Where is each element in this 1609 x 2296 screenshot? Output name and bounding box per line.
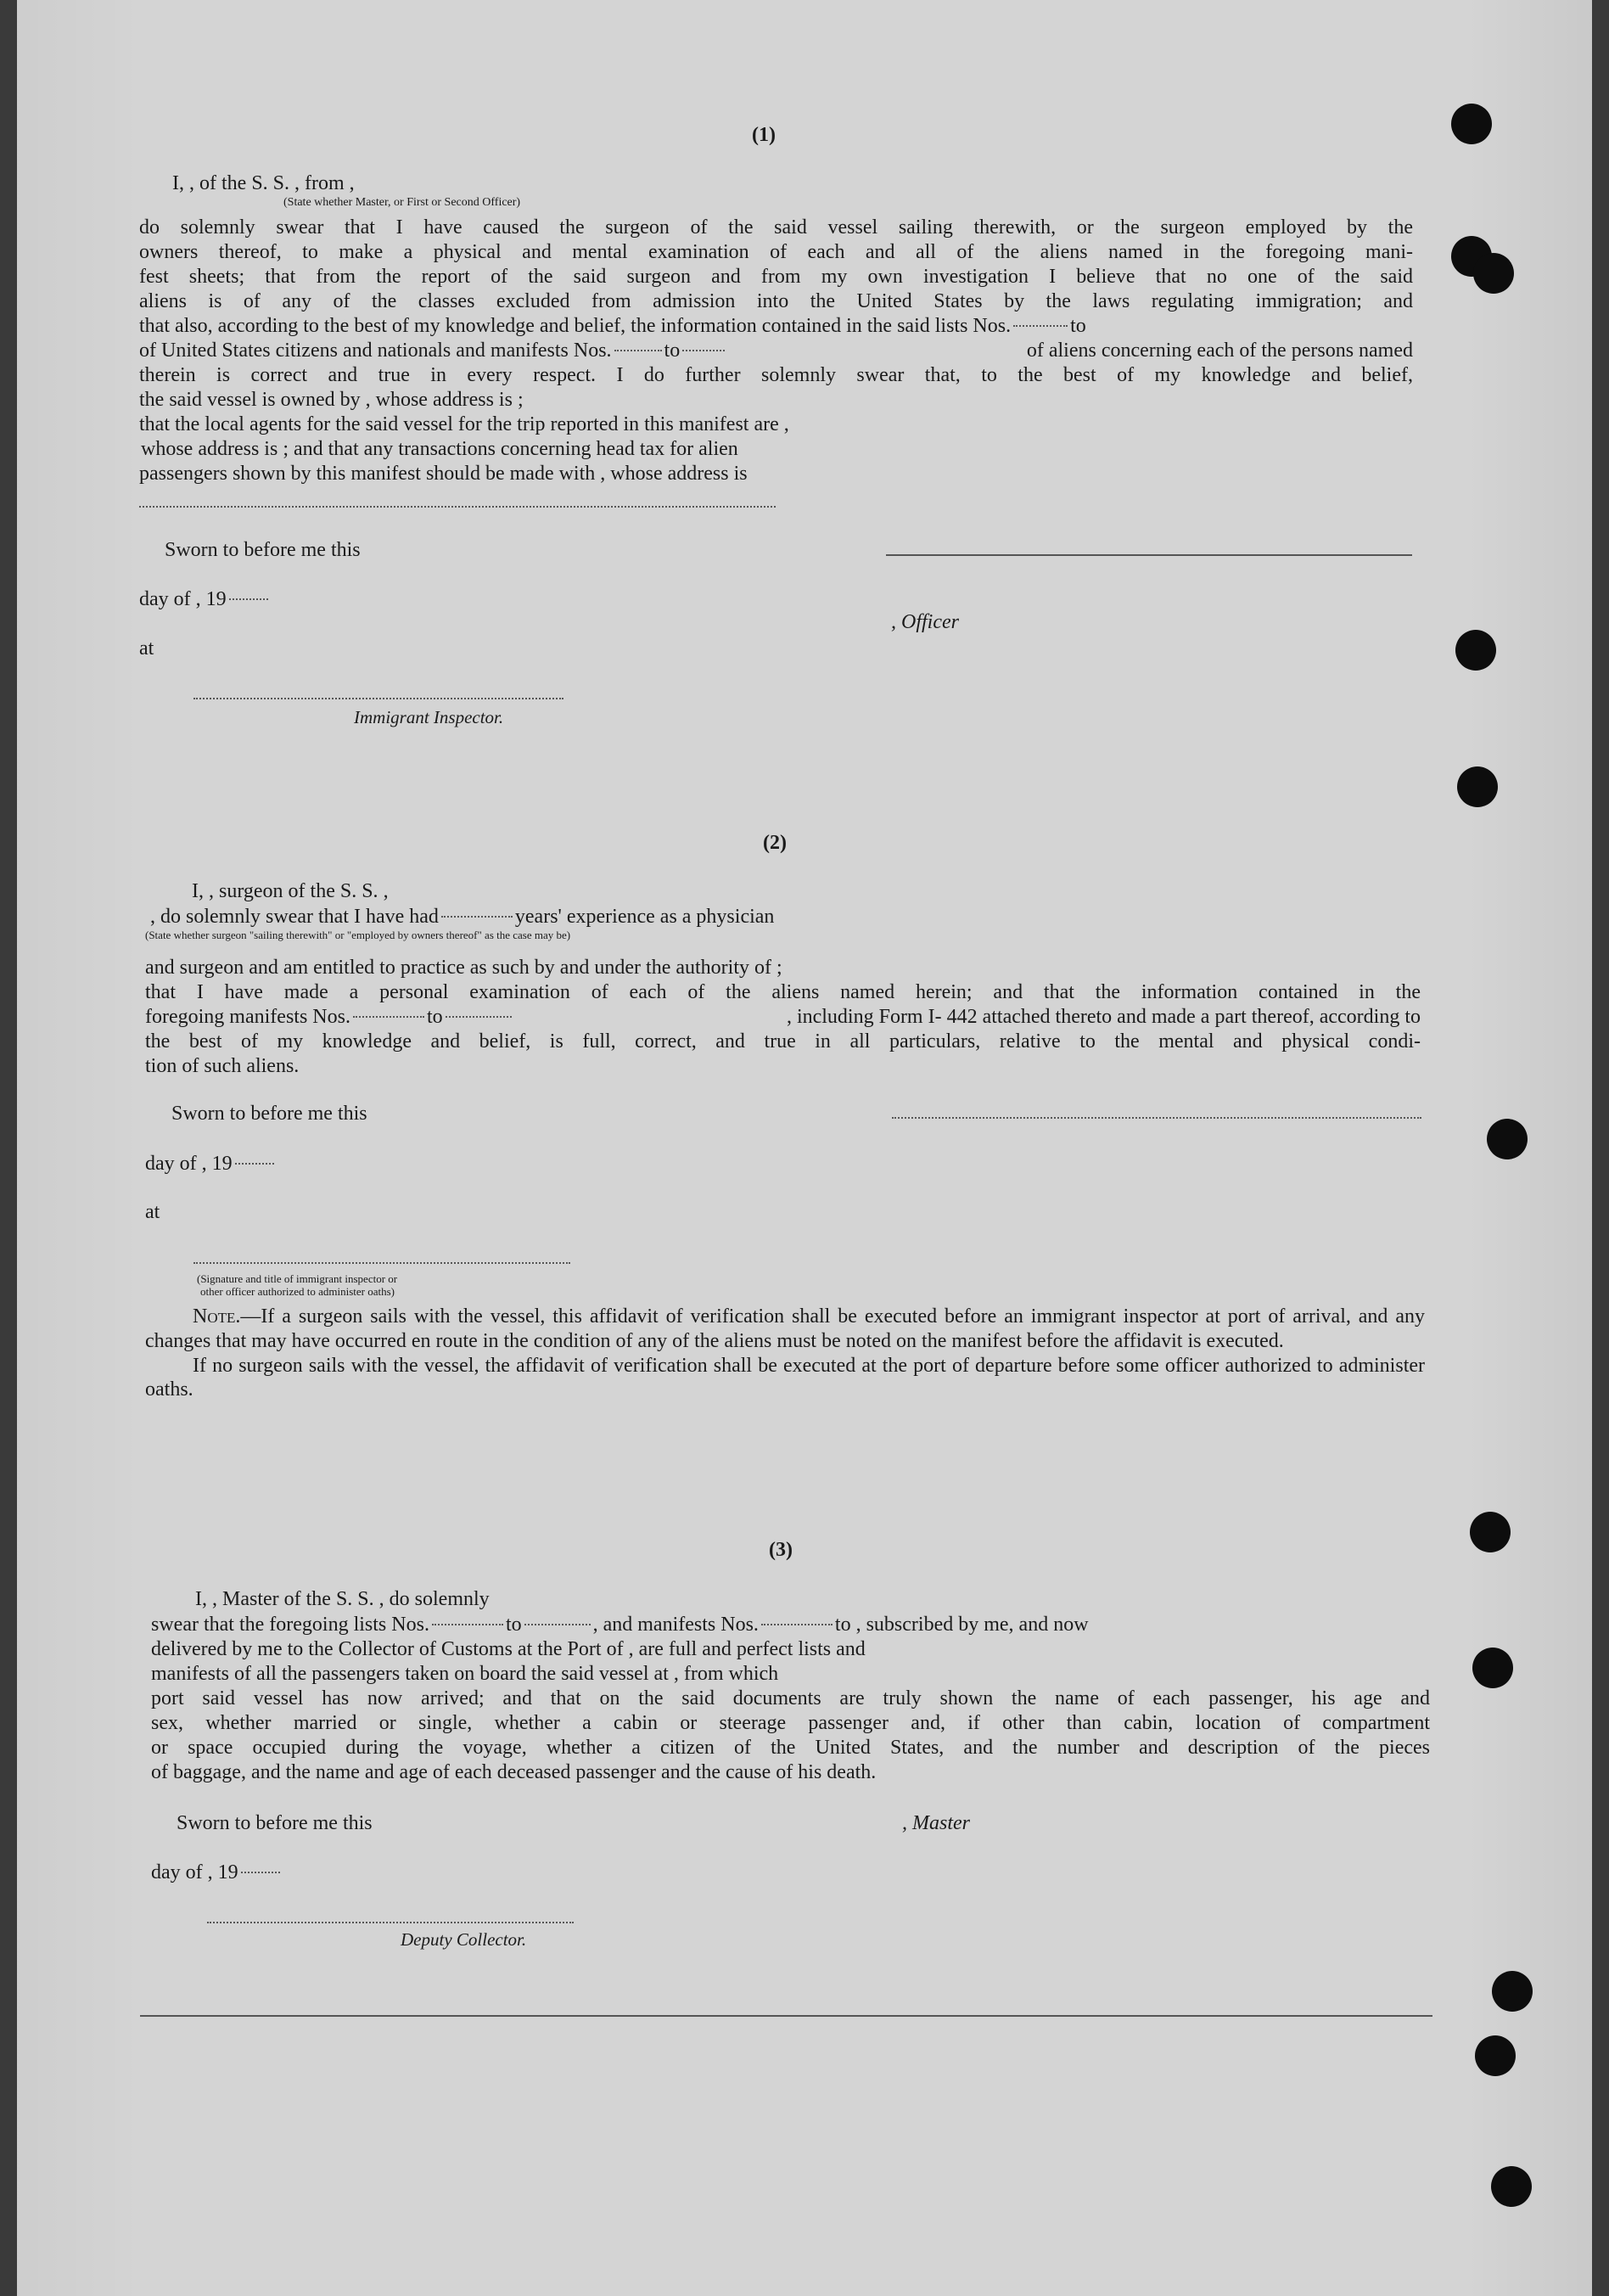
binder-hole [1487, 1119, 1528, 1159]
manifest-to-field[interactable] [682, 350, 725, 351]
section-1-number: (1) [752, 124, 776, 146]
signature-instruction-1: (Signature and title of immigrant inspector or [197, 1272, 398, 1285]
text-from: , from [294, 172, 345, 194]
section-2-line-2: , do solemnly swear that I have had years' experience as a physician [150, 906, 775, 928]
surgeon-status-instruction: (State whether surgeon "sailing therewith" or "employed by owners thereof" as the case may be) [145, 929, 571, 941]
surgeon-signature-field[interactable] [892, 1117, 1421, 1119]
section-1-line-11: whose address is ; and that any transactions concerning head tax for alien [141, 438, 738, 460]
section-2-day-line: day of , 19 [145, 1152, 570, 1176]
binder-hole [1475, 2035, 1516, 2076]
section-3-line-7: or space occupied during the voyage, whether a citizen of the United States, and the number and description of the pieces [151, 1737, 1430, 1759]
officer-signature-field[interactable] [886, 554, 1412, 556]
section-1-sworn-line: Sworn to before me this [165, 539, 361, 561]
section-1-line-6: that also, according to the best of my knowledge and belief, the information contained in the said lists Nos. to [139, 315, 1086, 337]
binder-hole [1457, 766, 1498, 807]
rank-instruction: (State whether Master, or First or Second Officer) [283, 196, 521, 209]
binder-hole [1451, 104, 1492, 144]
section-1-line-1: I, , of the S. S. , from , [172, 172, 355, 194]
section-1-day-line: day of , 19 [139, 587, 563, 611]
text-i: I, [172, 172, 184, 194]
section-2-line-5: foregoing manifests Nos. to , including Form I- 442 attached thereto and made a part thereof, according to [145, 1006, 1421, 1028]
binder-hole [1472, 1648, 1513, 1688]
deputy-collector-signature-field[interactable] [207, 1922, 574, 1923]
list-from-field[interactable] [432, 1624, 503, 1625]
immigrant-inspector-label: Immigrant Inspector. [354, 707, 504, 727]
section-1-at-line: at [139, 637, 154, 660]
section-2-line-3: and surgeon and am entitled to practice as such by and under the authority of ; [145, 957, 782, 979]
section-2-number: (2) [763, 832, 787, 854]
section-3-line-5: port said vessel has now arrived; and that on the said documents are truly shown the name of each passenger, his age and [151, 1687, 1430, 1709]
master-line: , Master [902, 1812, 970, 1834]
section-1-line-10: that the local agents for the said vessel for the trip reported in this manifest are , [139, 413, 789, 435]
section-2-sworn-line: Sworn to before me this [171, 1103, 367, 1125]
head-tax-address-field[interactable] [139, 506, 776, 508]
section-3-line-6: sex, whether married or single, whether a cabin or steerage passenger and, if other than cabin, location of compartment [151, 1712, 1430, 1734]
bottom-rule [140, 2015, 1432, 2017]
manifest-from-field[interactable] [353, 1016, 424, 1018]
citizen-list-from-field[interactable] [1013, 325, 1068, 327]
year-field[interactable] [241, 1872, 280, 1873]
section-1-line-5: aliens is of any of the classes excluded from admission into the United States by the laws regulating immigration; and [139, 290, 1413, 312]
note-text: —If a surgeon sails with the vessel, this affidavit of verification shall be executed before an immigrant inspector at port of arrival, and any changes that may have occurred en route in the condition of any of the aliens must be noted on the manifest before the affidavit is executed. [145, 1305, 1425, 1352]
section-1-line-12: passengers shown by this manifest should be made with , whose address is [139, 463, 748, 485]
section-1-line-2: do solemnly swear that I have caused the surgeon of the said vessel sailing therewith, or the surgeon employed by the [139, 216, 1413, 239]
list-to-field[interactable] [524, 1624, 591, 1625]
section-1-line-3: owners thereof, to make a physical and mental examination of each and all of the aliens named in the foregoing mani- [139, 241, 1413, 263]
years-experience-field[interactable] [441, 916, 513, 918]
section-2-line-1: I, , surgeon of the S. S. , [192, 880, 389, 902]
form-page [17, 0, 1592, 2296]
section-2-line-4: that I have made a personal examination of each of the aliens named herein; and that the information contained in the [145, 981, 1421, 1003]
deputy-collector-label: Deputy Collector. [401, 1929, 527, 1950]
note-paragraph [145, 1305, 1425, 1402]
binder-hole [1455, 630, 1496, 671]
binder-hole [1473, 253, 1514, 294]
signature-instruction-2: other officer authorized to administer oaths) [200, 1285, 395, 1298]
note-label: Note. [193, 1305, 241, 1328]
binder-hole [1470, 1512, 1511, 1552]
section-2-line-6: the best of my knowledge and belief, is full, correct, and true in all particulars, relative to the mental and physical condi- [145, 1030, 1421, 1053]
binder-hole [1492, 1971, 1533, 2012]
section-3-sworn-line: Sworn to before me this [177, 1812, 373, 1834]
manifest-to-field[interactable] [446, 1016, 512, 1018]
manifest-from-field[interactable] [761, 1624, 833, 1625]
text-of-ss: , of the S. S. [189, 172, 290, 194]
section-3-number: (3) [769, 1539, 793, 1561]
section-1-line-9: the said vessel is owned by , whose address is ; [139, 389, 524, 411]
inspector-signature-field[interactable] [193, 698, 563, 699]
section-2-at-line: at [145, 1201, 160, 1223]
section-3-line-4: manifests of all the passengers taken on board the said vessel at , from which [151, 1663, 779, 1685]
section-3-line-1: I, , Master of the S. S. , do solemnly [195, 1588, 490, 1610]
year-field[interactable] [235, 1163, 274, 1165]
section-3-day-line: day of , 19 [151, 1861, 575, 1884]
section-3-line-8: of baggage, and the name and age of each deceased passenger and the cause of his death. [151, 1761, 877, 1783]
section-3-line-2: swear that the foregoing lists Nos. to , and manifests Nos. to , subscribed by me, and now [151, 1614, 1089, 1636]
officer-line: , Officer [891, 611, 959, 633]
note-text-2: If no surgeon sails with the vessel, the affidavit of verification shall be executed at the port of departure before some officer authorized to administer oaths. [145, 1354, 1425, 1401]
officer-signature-field[interactable] [193, 1262, 570, 1264]
section-1-line-4: fest sheets; that from the report of the said surgeon and from my own investigation I believe that no one of the said [139, 266, 1413, 288]
section-1-line-8: therein is correct and true in every respect. I do further solemnly swear that, to the best of my knowledge and belief, [139, 364, 1413, 386]
manifest-from-field[interactable] [614, 350, 662, 351]
section-2-line-7: tion of such aliens. [145, 1055, 300, 1077]
section-3-line-3: delivered by me to the Collector of Customs at the Port of , are full and perfect lists and [151, 1638, 866, 1660]
section-1-line-7: of United States citizens and nationals and manifests Nos. to of aliens concerning each of the persons named [139, 340, 1413, 362]
binder-hole [1491, 2166, 1532, 2207]
year-field[interactable] [229, 598, 268, 600]
